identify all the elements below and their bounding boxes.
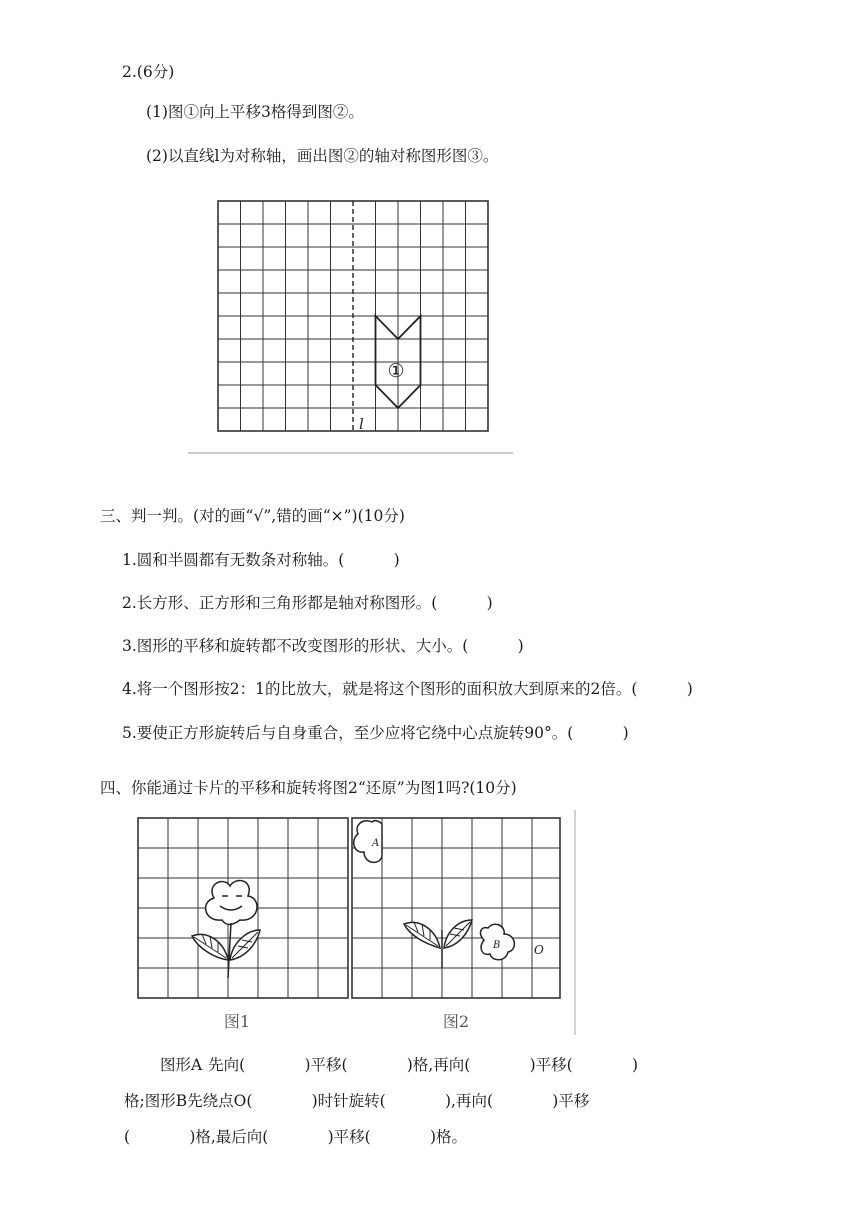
q2-heading: 2.(6分)	[122, 63, 175, 81]
figure2-caption: 图2	[442, 1012, 470, 1031]
q2-sub1: (1)图①向上平移3格得到图②。	[146, 103, 364, 121]
judge-item-1: 1.圆和半圆都有无数条对称轴。( )	[122, 551, 400, 569]
fill-line-2: 格;图形B先绕点O( )时针旋转( ),再向( )平移	[124, 1092, 590, 1110]
q2-sub2: (2)以直线l为对称轴，画出图②的轴对称图形图③。	[146, 147, 499, 165]
piece-a-label: A	[372, 838, 380, 849]
figure2-stem-leaves	[404, 920, 472, 968]
shape-1-label: ①	[387, 360, 405, 382]
judge-item-5: 5.要使正方形旋转后与自身重合，至少应将它绕中心点旋转90°。( )	[122, 724, 629, 742]
axis-label: l	[359, 415, 364, 433]
point-o-label: O	[534, 943, 544, 957]
figure1-flower	[192, 881, 260, 978]
fill-line-3: ( )格,最后向( )平移( )格。	[124, 1128, 468, 1146]
section3-title: 三、判一判。(对的画“√”,错的画“×”)(10分)	[100, 507, 405, 525]
judge-item-2: 2.长方形、正方形和三角形都是轴对称图形。( )	[122, 594, 493, 612]
judge-item-4: 4.将一个图形按2：1的比放大，就是将这个图形的面积放大到原来的2倍。( )	[122, 680, 693, 698]
judge-item-3: 3.图形的平移和旋转都不改变图形的形状、大小。( )	[122, 637, 524, 655]
flower-figures	[132, 810, 582, 1040]
figure2-grid	[352, 818, 560, 998]
figure1-caption: 图1	[223, 1012, 251, 1031]
piece-b-label: B	[493, 940, 501, 951]
fill-line-1: 图形A 先向( )平移( )格,再向( )平移( )	[160, 1056, 639, 1074]
q2-grid-figure	[188, 195, 518, 457]
section4-title: 四、你能通过卡片的平移和旋转将图2“还原”为图1吗?(10分)	[100, 779, 517, 797]
